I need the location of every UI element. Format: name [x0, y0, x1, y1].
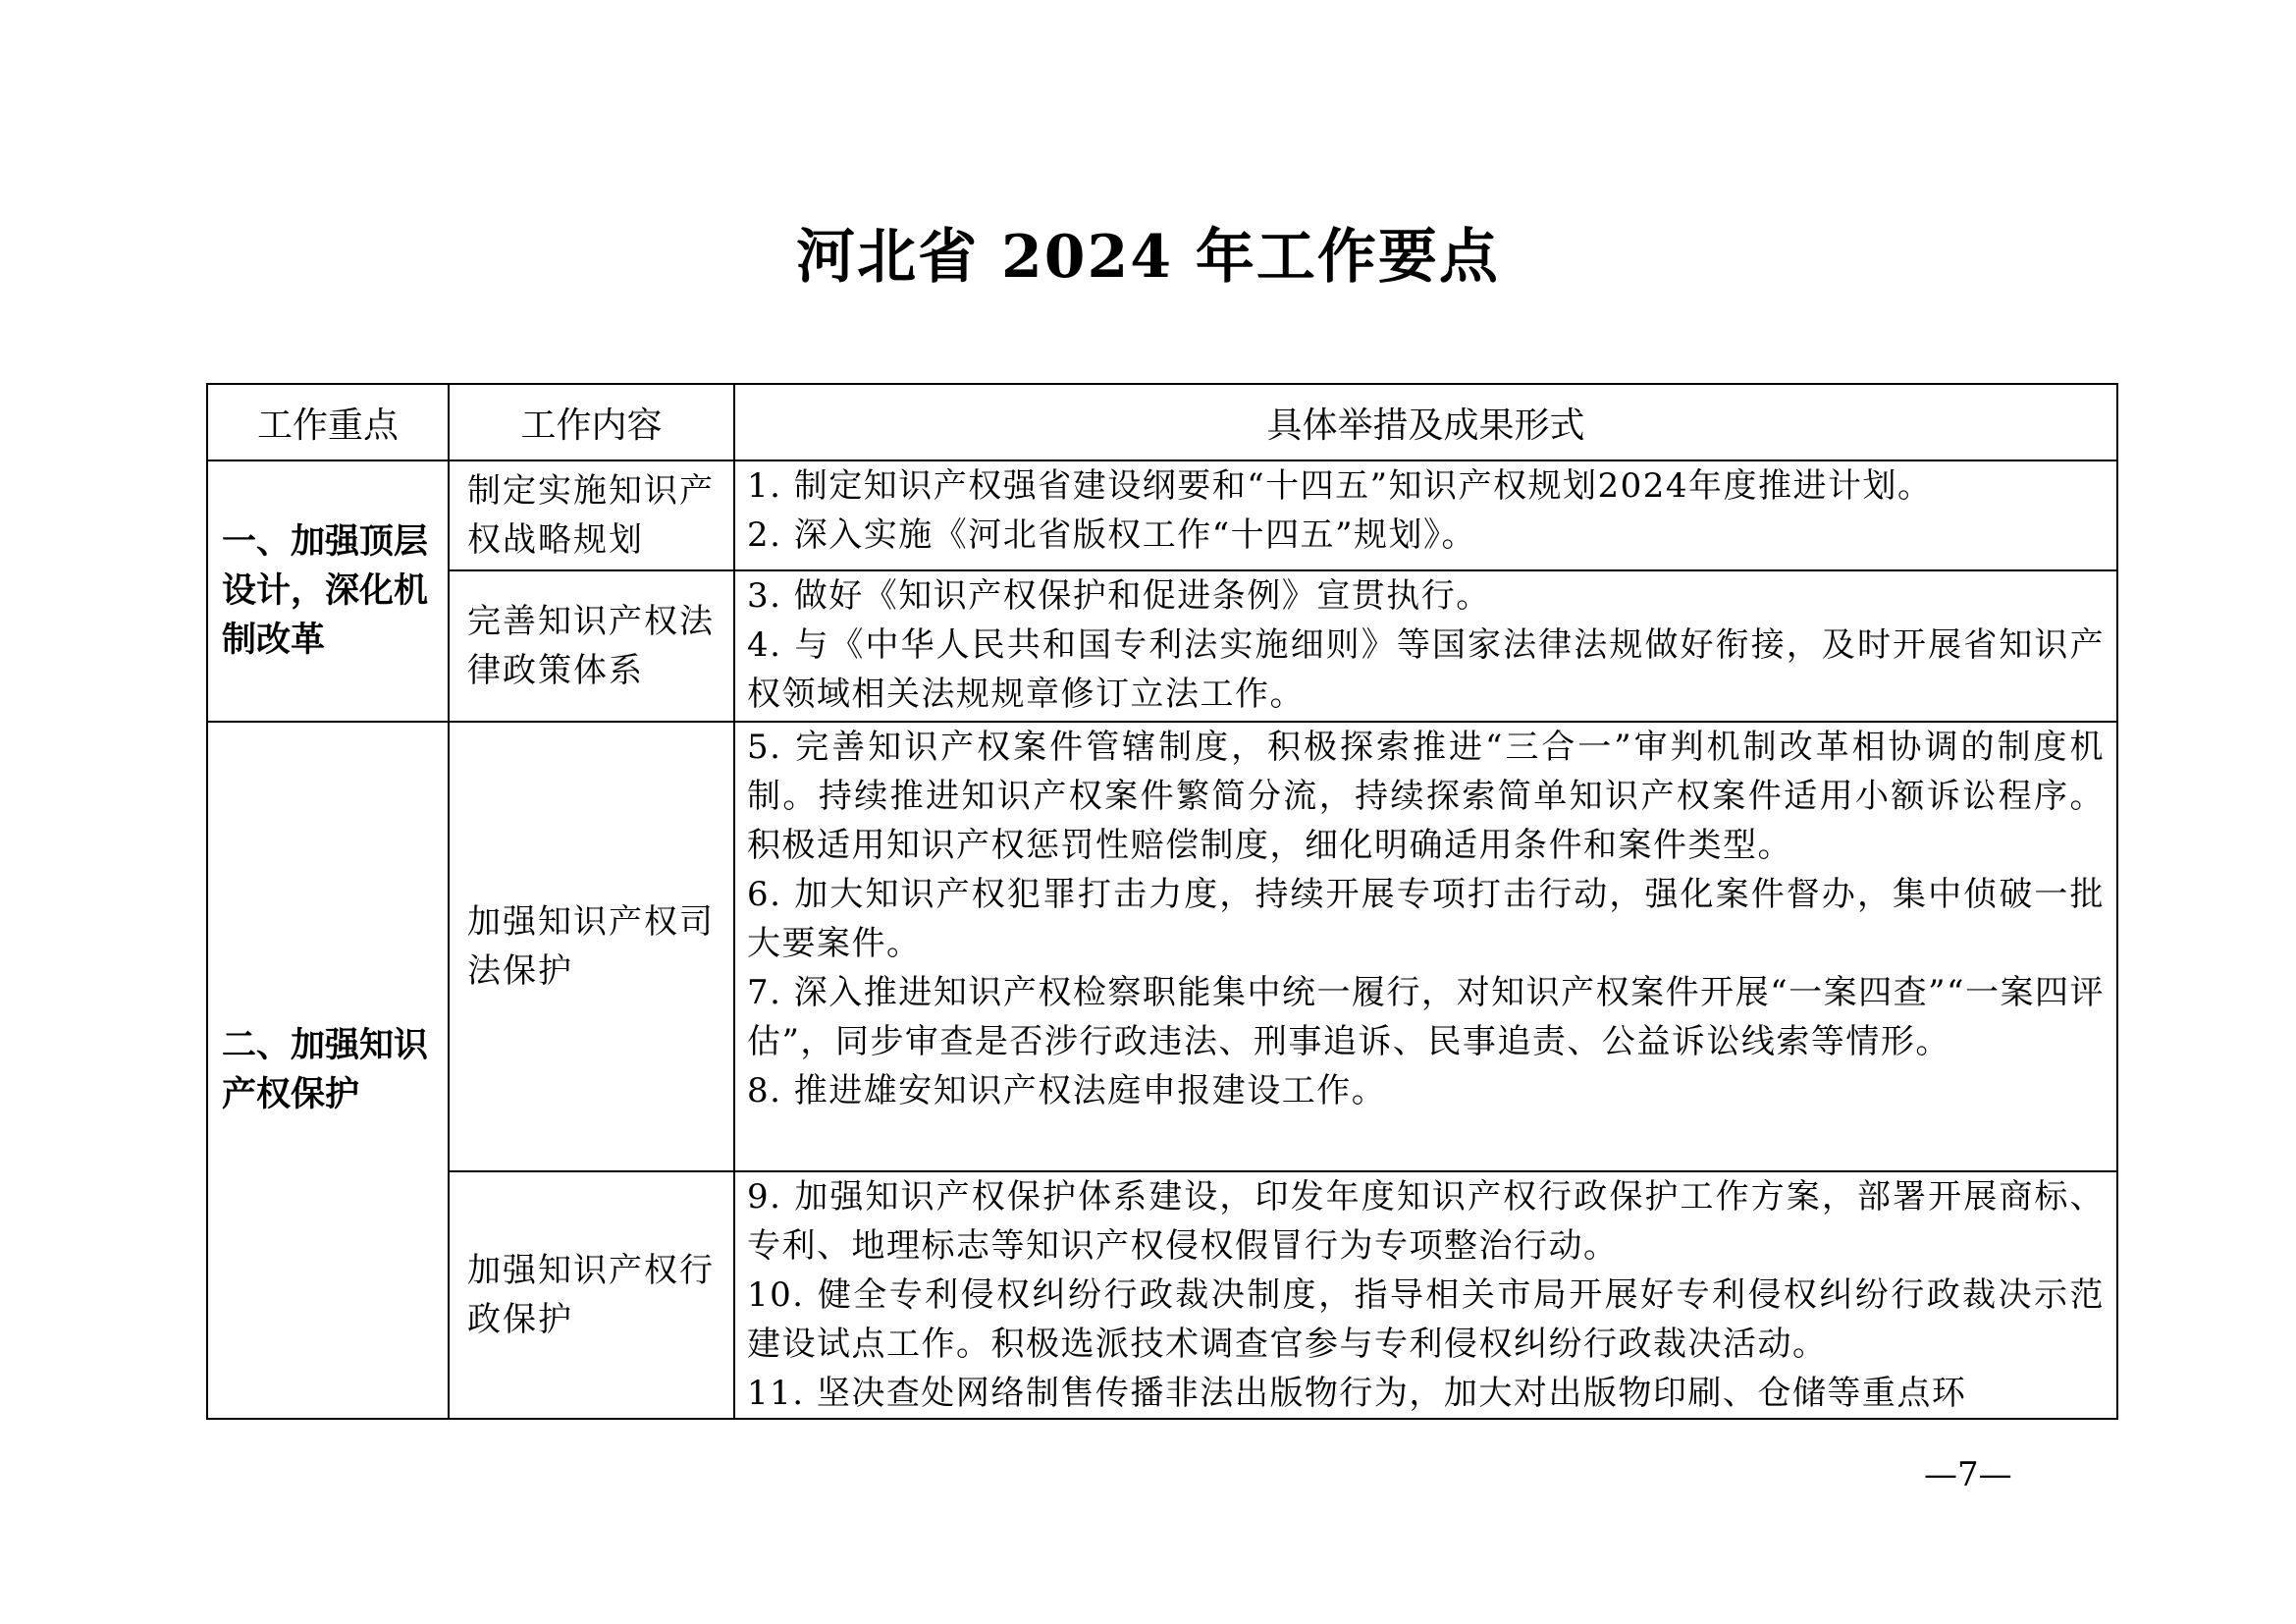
measure-item: 9. 加强知识产权保护体系建设，印发年度知识产权行政保护工作方案，部署开展商标、专利、地理标志等知识产权侵权假冒行为专项整治行动。: [747, 1177, 2105, 1266]
measure-item: 7. 深入推进知识产权检察职能集中统一履行，对知识产权案件开展“一案四查”“一案四评估”，同步审查是否涉行政违法、刑事追诉、民事追责、公益诉讼线索等情形。: [747, 973, 2105, 1061]
table-row: [207, 460, 2117, 570]
measure-item: 11. 坚决查处网络制售传播非法出版物行为，加大对出版物印刷、仓储等重点环: [747, 1374, 1967, 1413]
page-number: —7—: [1924, 1455, 2012, 1494]
section-focus: 一、加强顶层设计，深化机制改革: [207, 460, 449, 722]
measure-item: 6. 加大知识产权犯罪打击力度，持续开展专项打击行动，强化案件督办，集中侦破一批大要案件。: [747, 875, 2105, 963]
measures-cell: [734, 460, 2117, 570]
table-row: [207, 570, 2117, 722]
header-focus: 工作重点: [207, 384, 449, 460]
work-content: 完善知识产权法律政策体系: [449, 570, 734, 722]
work-content: 制定实施知识产权战略规划: [449, 460, 734, 570]
table-header-row: [207, 384, 2117, 460]
measures-cell: [734, 570, 2117, 722]
page-title: 河北省 2024 年工作要点: [796, 223, 1500, 292]
measure-item: 8. 推进雄安知识产权法庭申报建设工作。: [747, 1071, 1387, 1110]
measure-item: 5. 完善知识产权案件管辖制度，积极探索推进“三合一”审判机制改革相协调的制度机制。持续推进知识产权案件繁简分流，持续探索简单知识产权案件适用小额诉讼程序。积极适用知识产权惩罚性赔偿制度，细化明确适用条件和案件类型。: [747, 728, 2105, 865]
header-content: 工作内容: [449, 384, 734, 460]
work-content: 加强知识产权行政保护: [449, 1171, 734, 1419]
measure-item: 4. 与《中华人民共和国专利法实施细则》等国家法律法规做好衔接，及时开展省知识产权领域相关法规规章修订立法工作。: [747, 625, 2105, 714]
header-measures: 具体举措及成果形式: [734, 384, 2117, 460]
measure-item: 10. 健全专利侵权纠纷行政裁决制度，指导相关市局开展好专利侵权纠纷行政裁决示范建设试点工作。积极选派技术调查官参与专利侵权纠纷行政裁决活动。: [747, 1275, 2105, 1364]
measure-item: 3. 做好《知识产权保护和促进条例》宣贯执行。: [747, 576, 1491, 616]
table-row: [207, 722, 2117, 1171]
work-points-table: [206, 383, 2118, 1420]
table-row: [207, 1171, 2117, 1419]
measures-cell: [734, 722, 2117, 1171]
measure-item: 2. 深入实施《河北省版权工作“十四五”规划》。: [747, 515, 1477, 555]
measures-cell: [734, 1171, 2117, 1419]
measure-item: 1. 制定知识产权强省建设纲要和“十四五”知识产权规划2024年度推进计划。: [747, 466, 1933, 506]
section-focus: 二、加强知识产权保护: [207, 722, 449, 1419]
work-content: 加强知识产权司法保护: [449, 722, 734, 1171]
